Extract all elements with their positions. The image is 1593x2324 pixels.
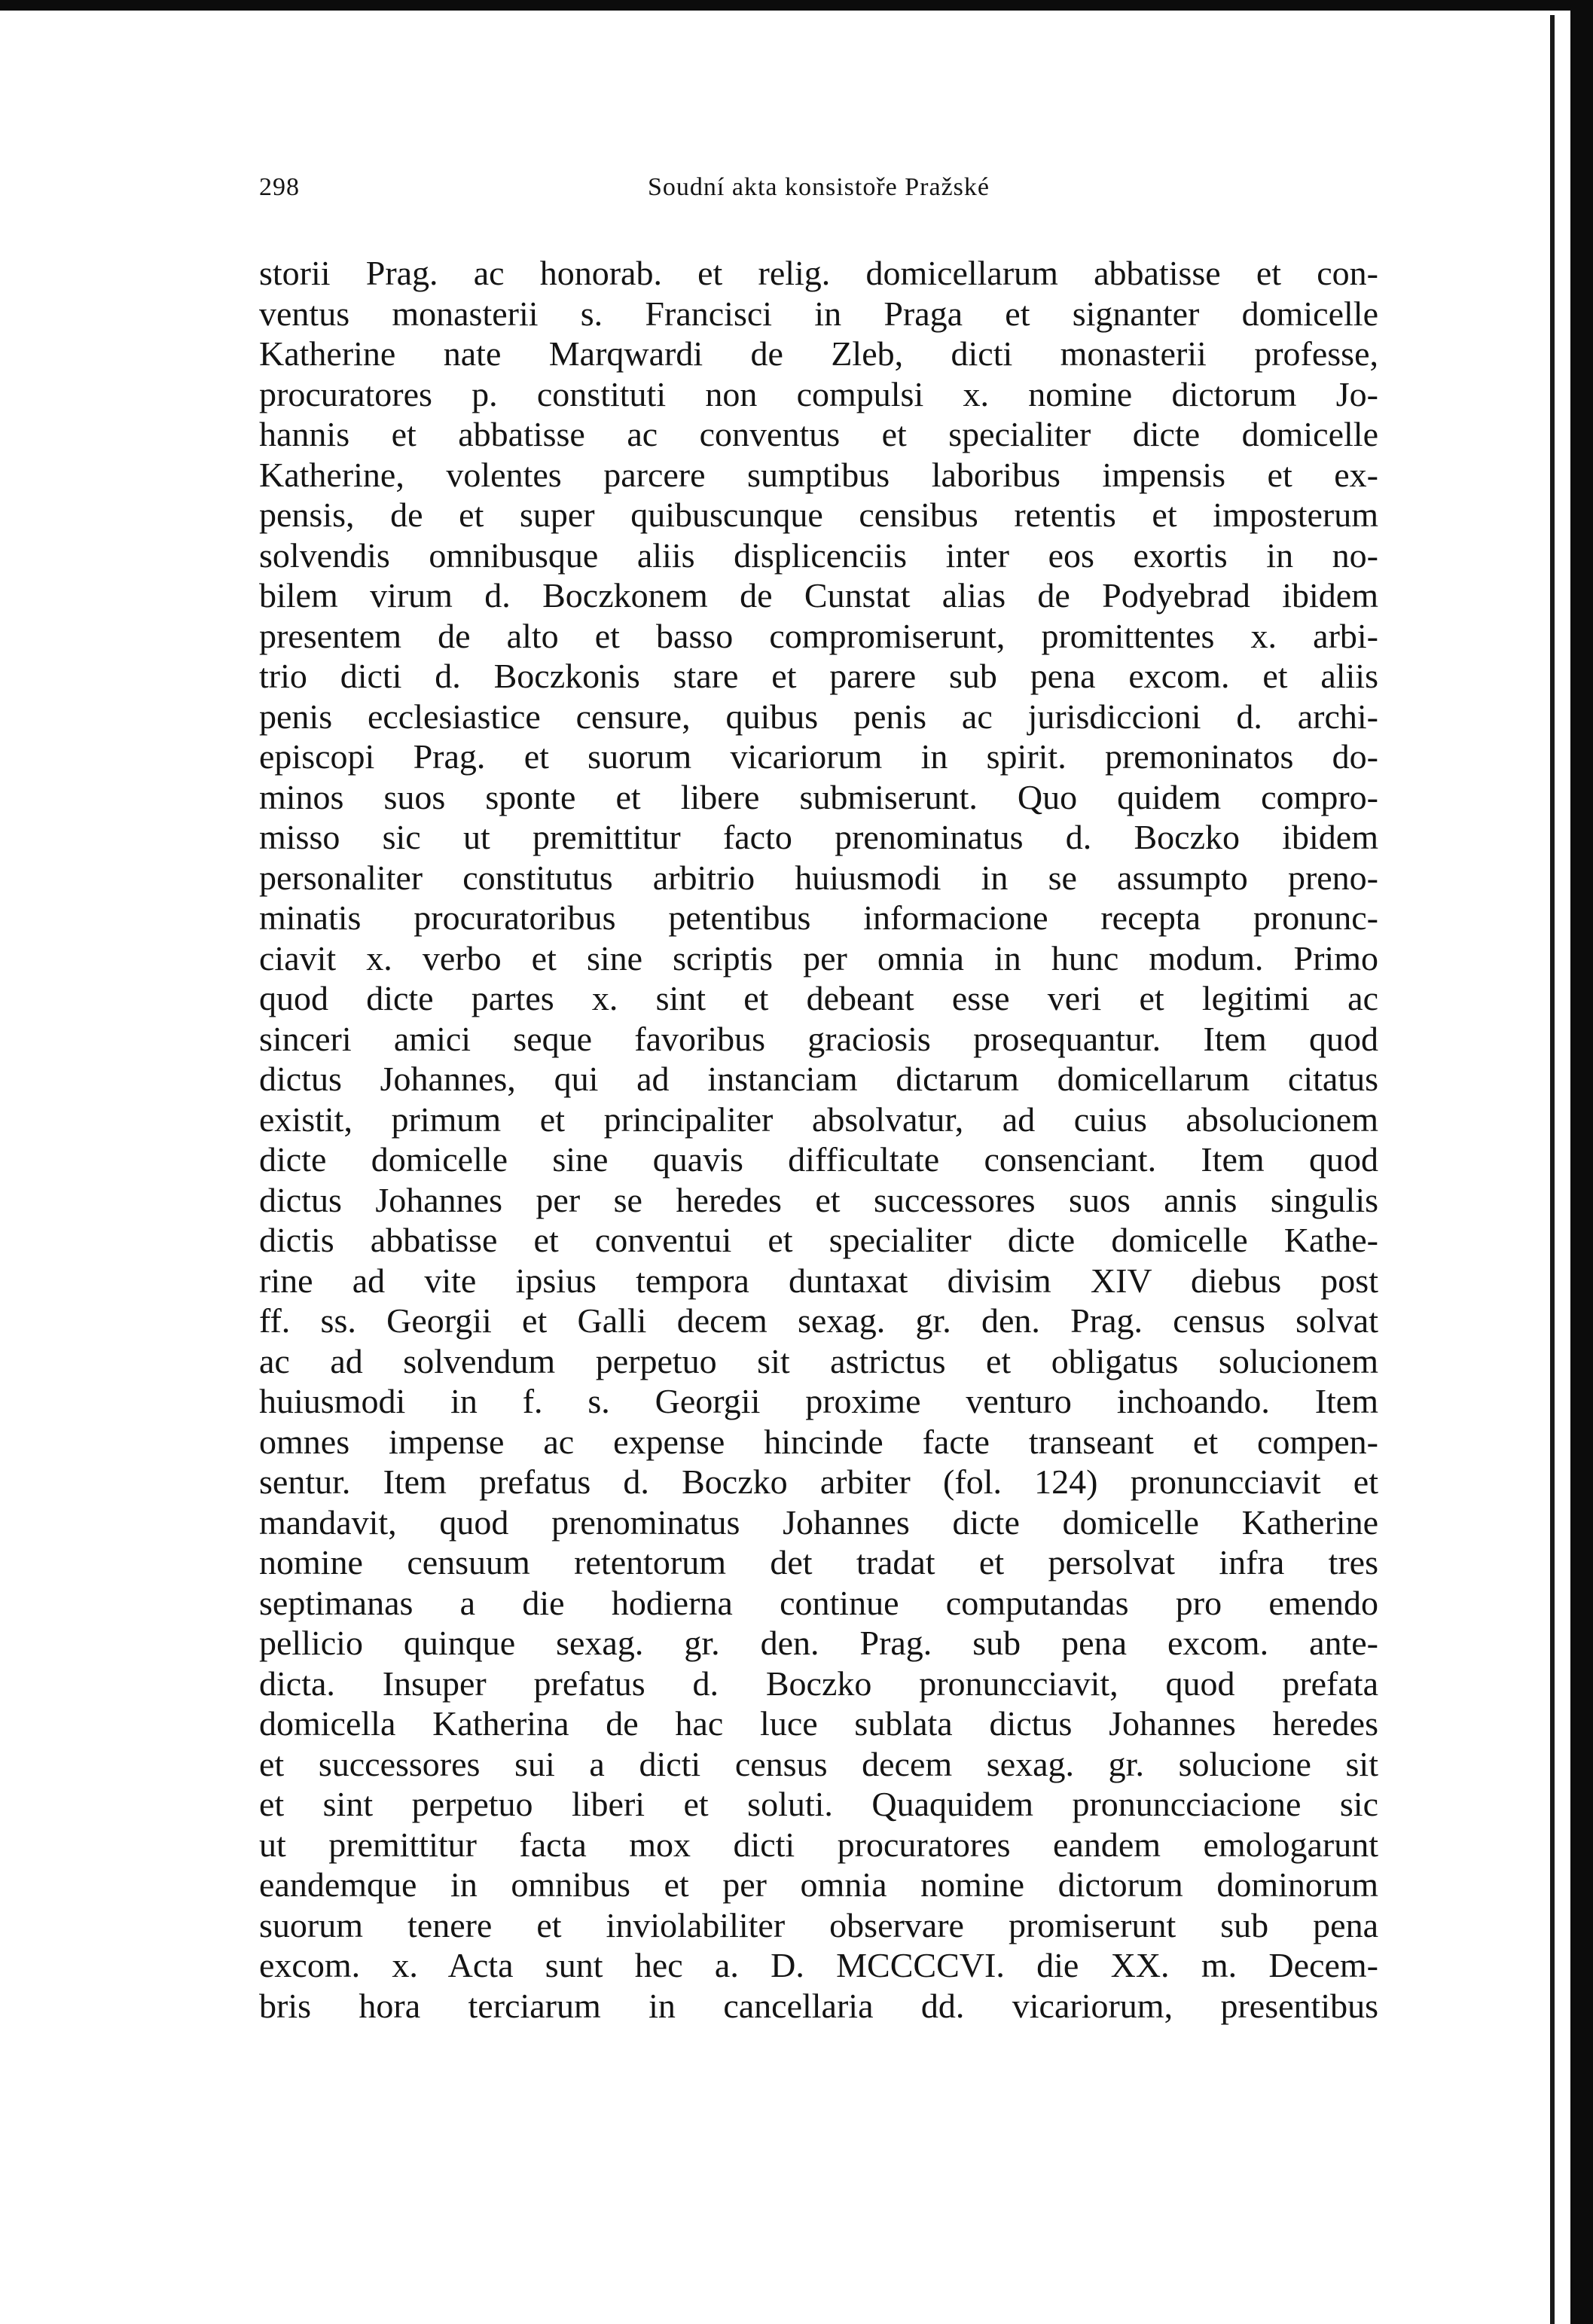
text-line: huiusmodi in f. s. Georgii proxime venturo inchoando. Item: [259, 1382, 1378, 1420]
text-line: dictis abbatisse et conventui et specialiter dicte domicelle Kathe-: [259, 1221, 1378, 1259]
text-line: ciavit x. verbo et sine scriptis per omnia in hunc modum. Primo: [259, 938, 1378, 977]
text-line: dictus Johannes per se heredes et successores suos annis singulis: [259, 1180, 1378, 1219]
text-line: solvendis omnibusque aliis displicenciis inter eos exortis in no-: [259, 535, 1378, 575]
text-line: dicta. Insuper prefatus d. Boczko pronuncciavit, quod prefata: [259, 1664, 1378, 1703]
text-line: dictus Johannes, qui ad instanciam dictarum domicellarum citatus: [259, 1060, 1378, 1098]
scan-right-edge: [1570, 0, 1593, 2324]
text-line: mandavit, quod prenominatus Johannes dicte domicelle Katherine: [259, 1502, 1378, 1542]
text-line: bris hora terciarum in cancellaria dd. vicariorum, presentibus: [259, 1986, 1378, 2025]
text-line: et sint perpetuo liberi et soluti. Quaquidem pronuncciacione sic: [259, 1785, 1378, 1823]
text-line: eandemque in omnibus et per omnia nomine dictorum dominorum: [259, 1865, 1378, 1904]
text-line: domicella Katherina de hac luce sublata dictus Johannes heredes: [259, 1704, 1378, 1743]
text-line: ut premittitur facta mox dicti procuratores eandem emologarunt: [259, 1825, 1378, 1864]
text-line: storii Prag. ac honorab. et relig. domicellarum abbatisse et con-: [259, 254, 1378, 292]
text-line: sentur. Item prefatus d. Boczko arbiter (fol. 124) pronuncciavit et: [259, 1462, 1378, 1501]
text-line: minatis procuratoribus petentibus informacione recepta pronunc-: [259, 898, 1378, 937]
text-line: sinceri amici seque favoribus graciosis prosequantur. Item quod: [259, 1019, 1378, 1058]
text-line: existit, primum et principaliter absolvatur, ad cuius absolucionem: [259, 1099, 1378, 1139]
text-line: dicte domicelle sine quavis difficultate consenciant. Item quod: [259, 1140, 1378, 1179]
text-line: minos suos sponte et libere submiserunt. Quo quidem compro-: [259, 777, 1378, 816]
running-head: [259, 167, 1378, 212]
scan-right-line: [1550, 15, 1555, 2324]
text-line: ff. ss. Georgii et Galli decem sexag. gr. den. Prag. census solvat: [259, 1301, 1378, 1340]
body-text: [259, 253, 1378, 2026]
text-line: penis ecclesiastice censure, quibus penis ac jurisdiccioni d. archi-: [259, 697, 1378, 736]
text-line: ac ad solvendum perpetuo sit astrictus et obligatus solucionem: [259, 1341, 1378, 1380]
scan-top-edge: [0, 0, 1593, 11]
text-line: rine ad vite ipsius tempora duntaxat divisim XIV diebus post: [259, 1261, 1378, 1300]
text-line: ventus monasterii s. Francisci in Praga et signanter domicelle: [259, 294, 1378, 333]
text-line: Katherine, volentes parcere sumptibus laboribus impensis et ex-: [259, 455, 1378, 494]
text-line: episcopi Prag. et suorum vicariorum in spirit. premoninatos do-: [259, 737, 1378, 776]
text-line: Katherine nate Marqwardi de Zleb, dicti monasterii professe,: [259, 334, 1378, 373]
text-line: procuratores p. constituti non compulsi x. nomine dictorum Jo-: [259, 374, 1378, 413]
running-title: Soudní akta konsistoře Pražské: [648, 173, 990, 201]
text-line: misso sic ut premittitur facto prenominatus d. Boczko ibidem: [259, 818, 1378, 856]
text-line: septimanas a die hodierna continue computandas pro emendo: [259, 1583, 1378, 1622]
text-line: trio dicti d. Boczkonis stare et parere sub pena excom. et aliis: [259, 657, 1378, 695]
text-line: personaliter constitutus arbitrio huiusmodi in se assumpto preno-: [259, 858, 1378, 897]
text-line: pellicio quinque sexag. gr. den. Prag. sub pena excom. ante-: [259, 1624, 1378, 1662]
text-line: excom. x. Acta sunt hec a. D. MCCCCVI. die XX. m. Decem-: [259, 1946, 1378, 1984]
text-line: hannis et abbatisse ac conventus et specialiter dicte domicelle: [259, 415, 1378, 453]
text-line: presentem de alto et basso compromiserunt, promittentes x. arbi-: [259, 616, 1378, 655]
text-line: et successores sui a dicti census decem sexag. gr. solucione sit: [259, 1744, 1378, 1783]
text-line: nomine censuum retentorum det tradat et persolvat infra tres: [259, 1543, 1378, 1581]
text-line: bilem virum d. Boczkonem de Cunstat alias de Podyebrad ibidem: [259, 576, 1378, 615]
text-line: omnes impense ac expense hincinde facte transeant et compen-: [259, 1422, 1378, 1461]
page-number: 298: [259, 173, 300, 201]
text-line: suorum tenere et inviolabiliter observare promiserunt sub pena: [259, 1905, 1378, 1944]
text-line: quod dicte partes x. sint et debeant esse veri et legitimi ac: [259, 979, 1378, 1017]
text-line: pensis, de et super quibuscunque censibus retentis et imposterum: [259, 496, 1378, 534]
